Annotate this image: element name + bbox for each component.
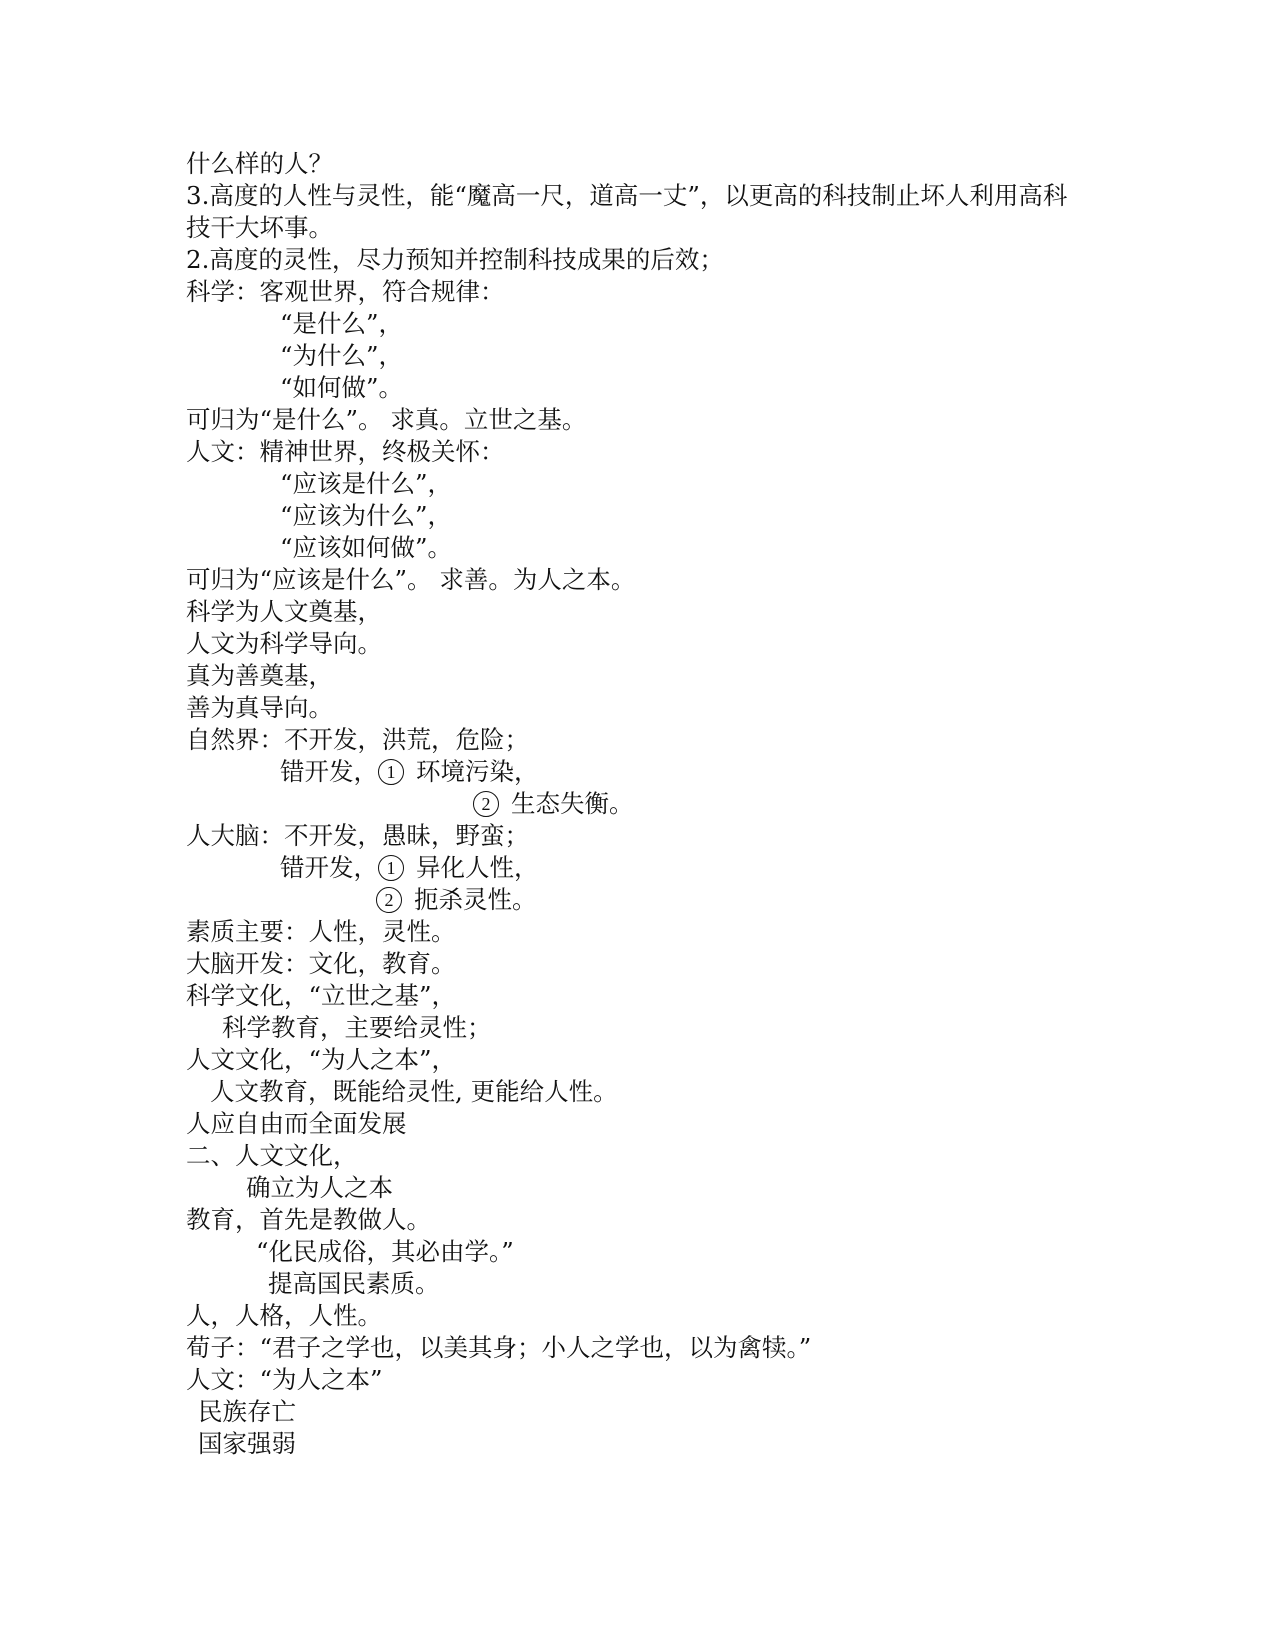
- line-text: 异化人性，: [416, 853, 539, 882]
- text-line: 确立为人之本: [246, 1173, 393, 1202]
- text-line: 二、人文文化，: [186, 1141, 358, 1170]
- text-line: “应该为什么”，: [280, 501, 453, 530]
- text-line: 荀子：“君子之学也，以美其身；小人之学也，以为禽犊。”: [186, 1333, 812, 1362]
- text-line: 科学：客观世界，符合规律：: [186, 277, 505, 306]
- text-line: 人文文化，“为人之本”，: [186, 1045, 457, 1074]
- text-line: 科学为人文奠基，: [186, 597, 382, 626]
- line-text: 扼杀灵性。: [414, 885, 537, 914]
- text-line: 人文为科学导向。: [186, 629, 382, 658]
- text-line: “为什么”，: [280, 341, 404, 370]
- text-line: 什么样的人？: [186, 149, 333, 178]
- text-line: 人文：精神世界，终极关怀：: [186, 437, 505, 466]
- text-line: 可归为“应该是什么”。 求善。为人之本。: [186, 565, 636, 594]
- text-line: 科学教育，主要给灵性；: [222, 1013, 492, 1042]
- text-line: 民族存亡: [198, 1397, 296, 1426]
- line-text: 错开发，: [280, 853, 378, 882]
- circled-number: 1: [378, 759, 404, 785]
- document-body: [186, 148, 1086, 1460]
- text-line: 科学文化，“立世之基”，: [186, 981, 457, 1010]
- text-line: “应该如何做”。: [280, 533, 453, 562]
- text-line: 素质主要：人性，灵性。: [186, 917, 456, 946]
- text-line: [186, 852, 1086, 884]
- text-line: 人大脑：不开发，愚昧，野蛮；: [186, 821, 529, 850]
- text-line: 真为善奠基，: [186, 661, 333, 690]
- text-line: 人文：“为人之本”: [186, 1365, 383, 1394]
- text-line: 3.高度的人性与灵性，能“魔高一尺，道高一丈”，以更高的科技制止坏人利用高科技干大坏事。: [186, 181, 1068, 242]
- line-text: 环境污染，: [416, 757, 539, 786]
- circled-number: 2: [473, 791, 499, 817]
- text-line: 大脑开发：文化，教育。: [186, 949, 456, 978]
- text-line: [186, 756, 1086, 788]
- text-line: 提高国民素质。: [268, 1269, 440, 1298]
- text-line: 2.高度的灵性，尽力预知并控制科技成果的后效；: [186, 245, 724, 274]
- circled-number: 1: [378, 855, 404, 881]
- text-line: 可归为“是什么”。 求真。立世之基。: [186, 405, 587, 434]
- text-line: 自然界：不开发，洪荒，危险；: [186, 725, 529, 754]
- circled-number: 2: [376, 887, 402, 913]
- text-line: [186, 884, 1086, 916]
- text-line: 教育，首先是教做人。: [186, 1205, 431, 1234]
- text-line: “是什么”，: [280, 309, 404, 338]
- text-line: 国家强弱: [198, 1429, 296, 1458]
- text-line: 人应自由而全面发展: [186, 1109, 407, 1138]
- text-line: [186, 788, 1086, 820]
- text-line: “应该是什么”，: [280, 469, 453, 498]
- text-line: “化民成俗，其必由学。”: [256, 1237, 514, 1266]
- text-line: 人，人格，人性。: [186, 1301, 382, 1330]
- text-line: “如何做”。: [280, 373, 404, 402]
- line-text: 错开发，: [280, 757, 378, 786]
- line-text: 生态失衡。: [511, 789, 634, 818]
- text-line: 人文教育，既能给灵性, 更能给人性。: [210, 1077, 618, 1106]
- text-line: 善为真导向。: [186, 693, 333, 722]
